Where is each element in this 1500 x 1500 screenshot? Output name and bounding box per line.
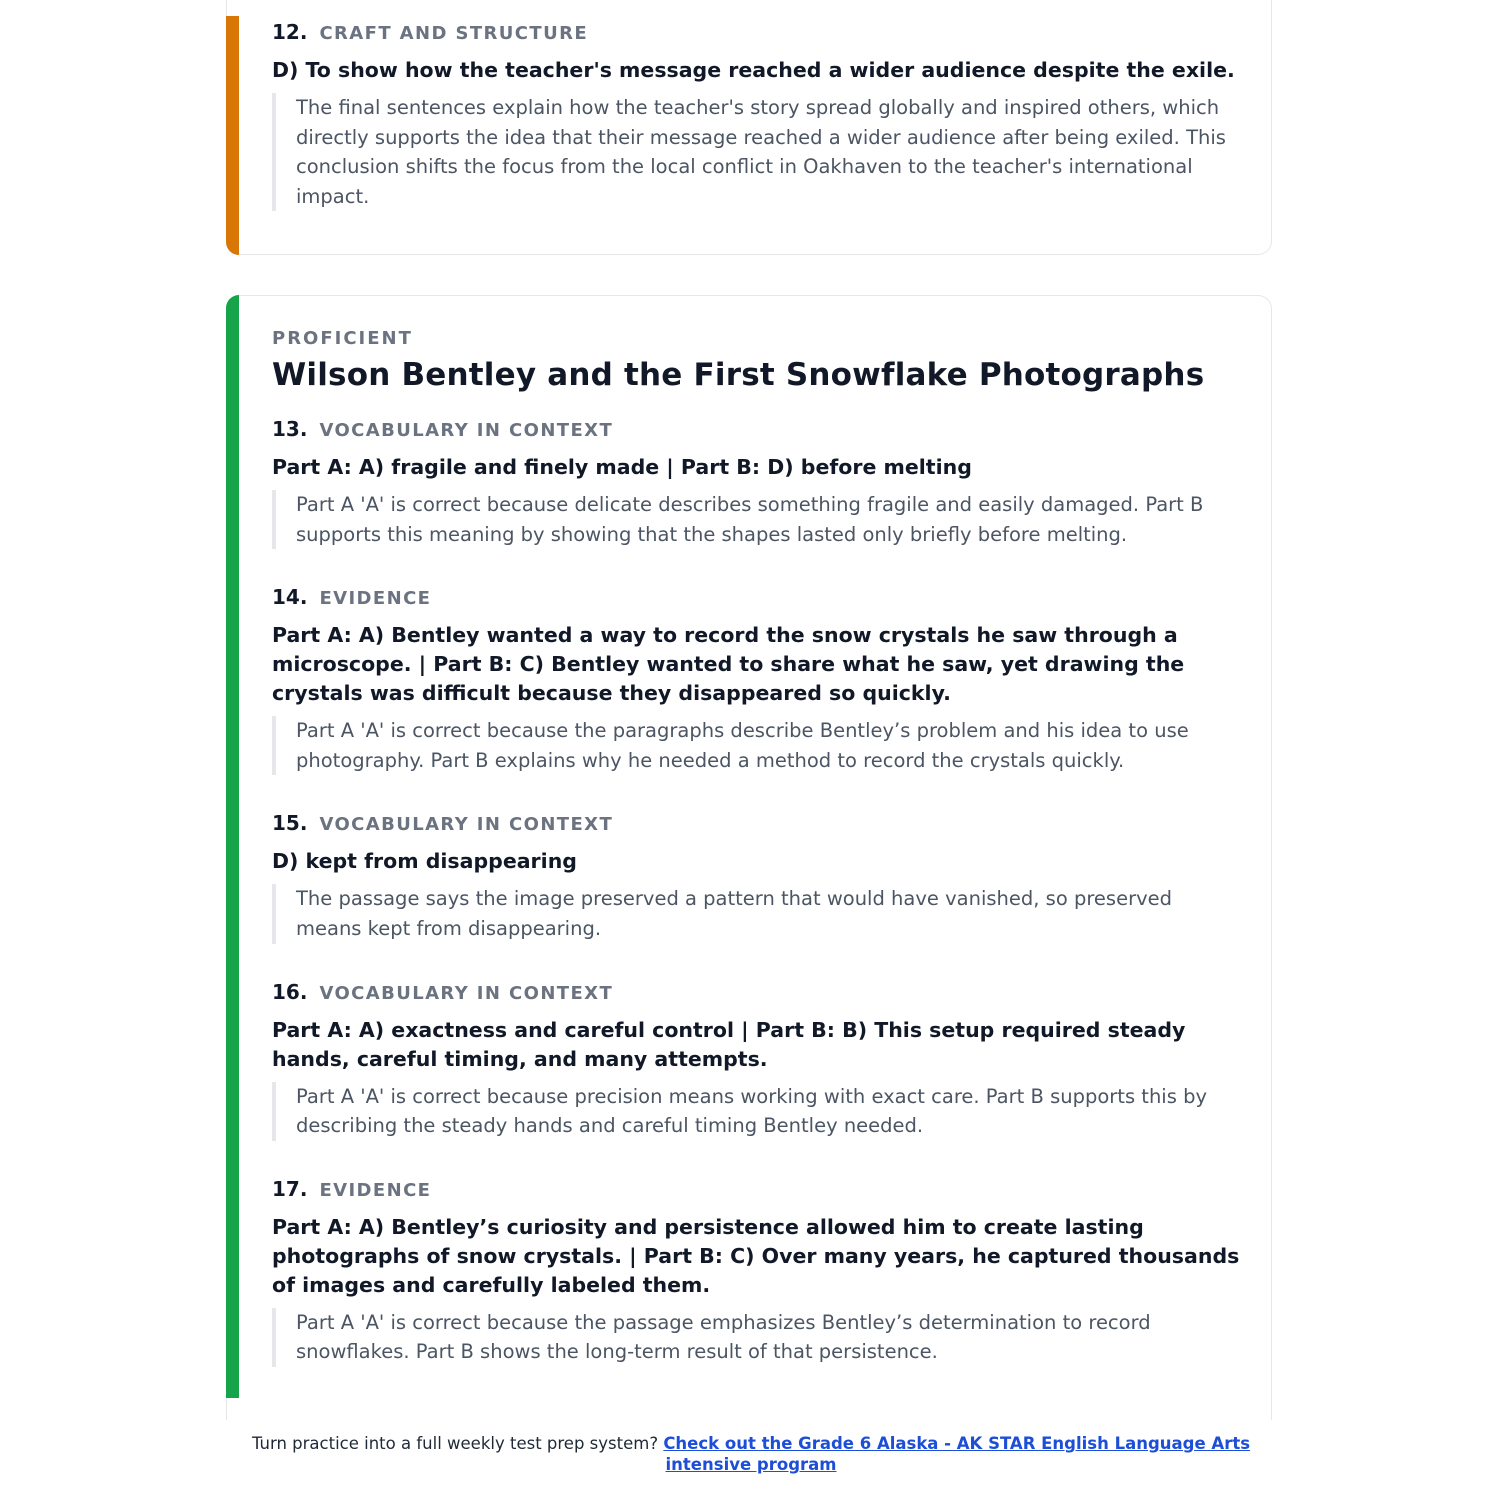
question-15	[272, 811, 1241, 943]
question-answer: D) kept from disappearing	[272, 849, 577, 874]
question-number: 15.	[272, 811, 308, 836]
card-accent-bar	[226, 295, 239, 1398]
question-answer: D) To show how the teacher's message reached a wider audience despite the exile.	[272, 58, 1235, 82]
question-skill: CRAFT AND STRUCTURE	[319, 23, 589, 44]
question-number: 13.	[272, 417, 308, 441]
question-14	[272, 585, 1241, 775]
question-explanation: The final sentences explain how the teacher's story spread globally and inspired others, which directly supports the idea that their message reached a wider audience after being exiled. This conclusion shifts the focus from the local conflict in Oakhaven to the teacher's international impact.	[272, 93, 1241, 211]
question-explanation: Part A 'A' is correct because precision means working with exact care. Part B supports this by describing the steady hands and careful timing Bentley needed.	[272, 1082, 1241, 1141]
question-explanation: The passage says the image preserved a pattern that would have vanished, so preserved means kept from disappearing.	[272, 884, 1241, 943]
program-link[interactable]: Check out the Grade 6 Alaska - AK STAR English Language Arts intensive program	[663, 1434, 1251, 1474]
question-card-craft	[226, 0, 1272, 255]
question-explanation: Part A 'A' is correct because delicate describes something fragile and easily damaged. Part B supports this meaning by showing that the shapes lasted only briefly before melting.	[272, 490, 1241, 549]
footer-text: Turn practice into a full weekly test prep system?	[251, 1434, 664, 1453]
question-skill: VOCABULARY IN CONTEXT	[319, 814, 614, 836]
question-skill: VOCABULARY IN CONTEXT	[319, 420, 614, 441]
question-13	[272, 417, 1241, 549]
question-explanation: Part A 'A' is correct because the passage emphasizes Bentley’s determination to record snowflakes. Part B shows the long-term result of that persistence.	[272, 1308, 1241, 1367]
question-skill: VOCABULARY IN CONTEXT	[319, 982, 614, 1004]
question-answer: Part A: A) Bentley wanted a way to record the snow crystals he saw through a microscope. | Part B: C) Bentley wanted to share what he saw, yet drawing the crystals was difficult because they disappeared so quickly.	[272, 623, 1185, 706]
passage-level: PROFICIENT	[272, 328, 413, 349]
question-skill: EVIDENCE	[319, 1179, 432, 1201]
question-answer: Part A: A) exactness and careful control | Part B: B) This setup required steady hands, careful timing, and many attempts.	[272, 1017, 1186, 1071]
question-answer: Part A: A) Bentley’s curiosity and persistence allowed him to create lasting photographs of snow crystals. | Part B: C) Over many years, he captured thousands of images and carefully labeled them.	[272, 1214, 1240, 1297]
question-17	[272, 1177, 1241, 1367]
question-skill: EVIDENCE	[319, 588, 432, 610]
question-12	[272, 20, 1241, 211]
question-number: 17.	[272, 1176, 308, 1201]
question-number: 16.	[272, 979, 308, 1004]
question-answer: Part A: A) fragile and finely made | Part B: D) before melting	[272, 455, 972, 479]
question-explanation: Part A 'A' is correct because the paragraphs describe Bentley’s problem and his idea to use photography. Part B explains why he needed a method to record the crystals quickly.	[272, 716, 1241, 775]
passage-card-proficient	[226, 295, 1272, 1420]
passage-title: Wilson Bentley and the First Snowflake Photographs	[272, 357, 1205, 393]
card-accent-bar	[226, 16, 239, 255]
question-16	[272, 980, 1241, 1141]
question-number: 14.	[272, 585, 308, 610]
question-number: 12.	[272, 20, 308, 44]
footer-cta	[226, 1433, 1276, 1475]
